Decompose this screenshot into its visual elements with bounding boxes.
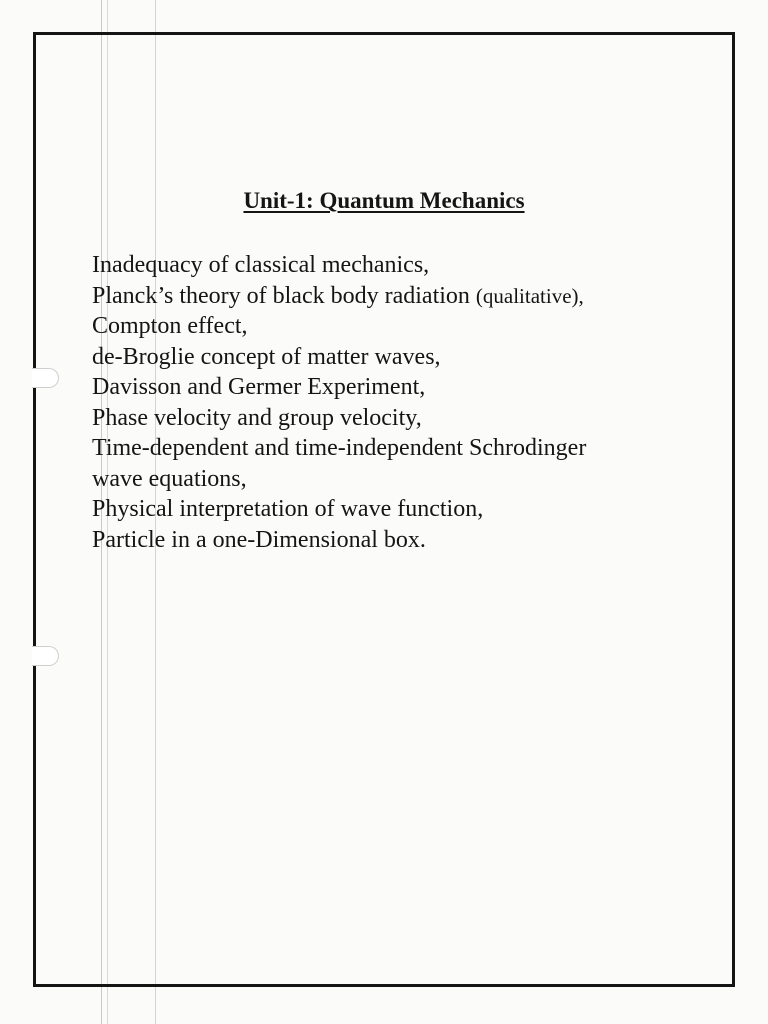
- topic-note: (qualitative),: [475, 283, 584, 308]
- topic-item: Inadequacy of classical mechanics,: [92, 252, 430, 278]
- topic-item: Particle in a one-Dimensional box.: [92, 526, 426, 553]
- punch-hole: [32, 646, 59, 666]
- topic-item-text: Planck’s theory of black body radiation: [92, 282, 470, 309]
- topic-item: Phase velocity and group velocity,: [92, 404, 422, 431]
- topic-item: de-Broglie concept of matter waves,: [92, 343, 441, 370]
- punch-hole: [32, 368, 59, 388]
- page-title-text: Unit-1: Quantum Mechanics: [243, 188, 525, 213]
- topic-item: [92, 281, 586, 312]
- topic-item: wave equations,: [92, 465, 247, 492]
- topic-item: Davisson and Germer Experiment,: [92, 374, 426, 400]
- topic-list: [92, 250, 586, 555]
- page-title: [0, 186, 768, 216]
- topic-item: Physical interpretation of wave function,: [92, 496, 484, 522]
- topic-item: Compton effect,: [92, 313, 248, 339]
- topic-item: Time-dependent and time-independent Schrodinger: [92, 435, 587, 461]
